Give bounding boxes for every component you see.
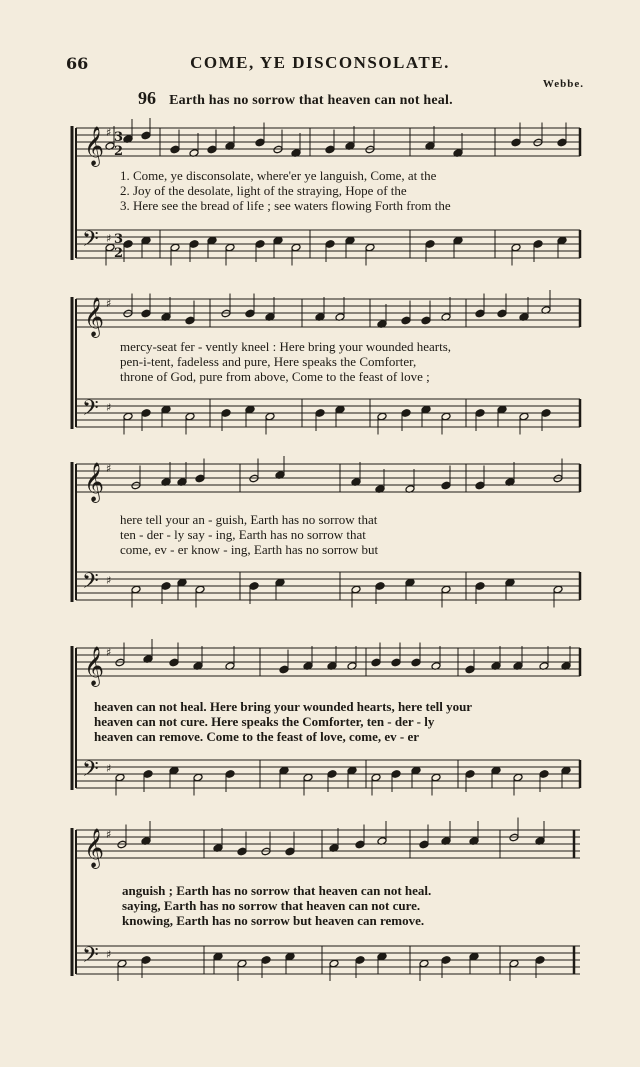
notehead bbox=[169, 766, 179, 775]
notehead bbox=[207, 236, 217, 245]
notehead bbox=[509, 959, 519, 968]
notehead bbox=[255, 138, 265, 147]
hymn-number: 96 bbox=[138, 88, 156, 108]
notehead bbox=[131, 585, 141, 594]
notehead bbox=[115, 773, 125, 782]
lyric-verse-3: heaven can remove. Come to the feast of love, come, ev - er bbox=[94, 729, 420, 744]
key-sharp-icon: ♯ bbox=[106, 646, 112, 659]
notehead bbox=[533, 240, 543, 249]
key-sharp-icon: ♯ bbox=[106, 401, 112, 414]
treble-clef-icon: 𝄞 bbox=[84, 297, 105, 337]
key-sharp-icon: ♯ bbox=[106, 126, 112, 139]
notehead bbox=[375, 582, 385, 591]
notehead bbox=[279, 766, 289, 775]
composer-name: Webbe. bbox=[542, 78, 584, 90]
lyric-verse-2: pen-i-tent, fadeless and pure, Here speaks the Comforter, bbox=[120, 354, 417, 369]
key-sharp-icon: ♯ bbox=[106, 828, 112, 841]
notehead bbox=[141, 956, 151, 965]
notehead bbox=[143, 770, 153, 779]
notehead bbox=[519, 412, 529, 421]
notehead bbox=[315, 409, 325, 418]
treble-clef-icon: 𝄞 bbox=[84, 828, 105, 868]
notehead bbox=[161, 582, 171, 591]
bass-clef-icon: 𝄢 bbox=[82, 943, 99, 973]
notehead bbox=[345, 236, 355, 245]
key-sharp-icon: ♯ bbox=[106, 574, 112, 587]
notehead bbox=[401, 409, 411, 418]
lyric-verse-1: here tell your an - guish, Earth has no sorrow that bbox=[120, 512, 378, 527]
notehead bbox=[553, 585, 563, 594]
notehead bbox=[497, 309, 507, 318]
notehead bbox=[391, 658, 401, 667]
notehead bbox=[195, 474, 205, 483]
notehead bbox=[421, 316, 431, 325]
notehead bbox=[465, 665, 475, 674]
notehead bbox=[469, 952, 479, 961]
notehead bbox=[123, 240, 133, 249]
lyric-verse-2: 2. Joy of the desolate, light of the straying, Hope of the bbox=[120, 183, 407, 198]
notehead bbox=[561, 766, 571, 775]
notehead bbox=[141, 131, 151, 140]
notehead bbox=[177, 578, 187, 587]
notehead bbox=[141, 409, 151, 418]
music-system-1 bbox=[70, 118, 584, 268]
notehead bbox=[225, 770, 235, 779]
notehead bbox=[535, 956, 545, 965]
notehead bbox=[511, 138, 521, 147]
page-header bbox=[0, 50, 640, 90]
music-system-3 bbox=[70, 456, 584, 611]
lyric-verse-2: ten - der - ly say - ing, Earth has no sorrow that bbox=[120, 527, 366, 542]
notehead bbox=[325, 240, 335, 249]
notehead bbox=[491, 766, 501, 775]
time-signature-bottom: 2 bbox=[114, 246, 124, 261]
lyric-verse-3: knowing, Earth has no sorrow but heaven can remove. bbox=[122, 913, 425, 928]
key-sharp-icon: ♯ bbox=[106, 948, 112, 961]
lyrics-block bbox=[120, 512, 580, 557]
notehead bbox=[377, 952, 387, 961]
lyrics-block bbox=[94, 699, 554, 744]
notehead bbox=[335, 405, 345, 414]
bass-clef-icon: 𝄢 bbox=[82, 569, 99, 599]
page-number: 66 bbox=[66, 54, 89, 73]
lyric-verse-1: anguish ; Earth has no sorrow that heaven can not heal. bbox=[122, 883, 432, 898]
notehead bbox=[411, 658, 421, 667]
notehead bbox=[431, 773, 441, 782]
notehead bbox=[189, 240, 199, 249]
notehead bbox=[221, 409, 231, 418]
notehead bbox=[441, 585, 451, 594]
notehead bbox=[325, 145, 335, 154]
notehead bbox=[557, 138, 567, 147]
lyrics-block bbox=[120, 168, 580, 213]
bass-clef-icon: 𝄢 bbox=[82, 227, 99, 257]
lyric-verse-1: mercy-seat fer - vently kneel : Here bring your wounded hearts, bbox=[120, 339, 452, 354]
notehead bbox=[465, 770, 475, 779]
notehead bbox=[245, 309, 255, 318]
notehead bbox=[185, 412, 195, 421]
notehead bbox=[141, 309, 151, 318]
notehead bbox=[170, 243, 180, 252]
song-title: COME, YE DISCONSOLATE. bbox=[190, 53, 450, 72]
lyric-verse-2: saying, Earth has no sorrow that heaven can not cure. bbox=[122, 898, 421, 913]
notehead bbox=[391, 770, 401, 779]
notehead bbox=[475, 582, 485, 591]
notehead bbox=[371, 658, 381, 667]
hymn-heading bbox=[138, 88, 588, 110]
notehead bbox=[405, 578, 415, 587]
notehead bbox=[411, 766, 421, 775]
notehead bbox=[117, 959, 127, 968]
notehead bbox=[475, 309, 485, 318]
notehead bbox=[195, 585, 205, 594]
hymn-first-line: Earth has no sorrow that heaven can not heal. bbox=[169, 93, 453, 108]
lyric-verse-2: heaven can not cure. Here speaks the Comforter, ten - der - ly bbox=[94, 714, 435, 729]
notehead bbox=[453, 236, 463, 245]
notehead bbox=[419, 959, 429, 968]
notehead bbox=[285, 952, 295, 961]
lyrics-block bbox=[122, 883, 582, 928]
notehead bbox=[291, 243, 301, 252]
notehead bbox=[273, 236, 283, 245]
lyric-verse-1: heaven can not heal. Here bring your wounded hearts, here tell your bbox=[94, 699, 473, 714]
notehead bbox=[441, 956, 451, 965]
lyric-verse-3: 3. Here see the bread of life ; see waters flowing Forth from the bbox=[120, 198, 451, 213]
notehead bbox=[539, 770, 549, 779]
notehead bbox=[355, 840, 365, 849]
notehead bbox=[279, 665, 289, 674]
notehead bbox=[327, 770, 337, 779]
notehead bbox=[401, 316, 411, 325]
notehead bbox=[237, 847, 247, 856]
notehead bbox=[365, 243, 375, 252]
notehead bbox=[557, 236, 567, 245]
notehead bbox=[329, 959, 339, 968]
notehead bbox=[303, 773, 313, 782]
lyrics-block bbox=[120, 339, 580, 384]
notehead bbox=[441, 481, 451, 490]
notehead bbox=[255, 240, 265, 249]
bass-clef-icon: 𝄢 bbox=[82, 396, 99, 426]
notehead bbox=[141, 236, 151, 245]
notehead bbox=[169, 658, 179, 667]
notehead bbox=[475, 409, 485, 418]
notehead bbox=[261, 956, 271, 965]
treble-clef-icon: 𝄞 bbox=[84, 126, 105, 166]
notehead bbox=[419, 840, 429, 849]
notehead bbox=[505, 578, 515, 587]
treble-clef-icon: 𝄞 bbox=[84, 646, 105, 686]
notehead bbox=[511, 243, 521, 252]
notehead bbox=[513, 773, 523, 782]
notehead bbox=[213, 952, 223, 961]
music-system-4 bbox=[70, 636, 584, 796]
lyric-verse-1: 1. Come, ye disconsolate, where'er ye languish, Come, at the bbox=[120, 168, 437, 183]
notehead bbox=[170, 145, 180, 154]
key-sharp-icon: ♯ bbox=[106, 462, 112, 475]
notehead bbox=[237, 959, 247, 968]
treble-clef-icon: 𝄞 bbox=[84, 462, 105, 502]
music-system-5 bbox=[70, 816, 584, 981]
notehead bbox=[245, 405, 255, 414]
lyric-verse-3: throne of God, pure from above, Come to the feast of love ; bbox=[120, 369, 430, 384]
notehead bbox=[371, 773, 381, 782]
notehead bbox=[377, 412, 387, 421]
lyric-verse-3: come, ev - er know - ing, Earth has no sorrow but bbox=[120, 542, 379, 557]
key-sharp-icon: ♯ bbox=[106, 297, 112, 310]
notehead bbox=[193, 773, 203, 782]
notehead bbox=[541, 409, 551, 418]
time-signature-bottom: 2 bbox=[114, 144, 124, 159]
notehead bbox=[225, 243, 235, 252]
notehead bbox=[249, 582, 259, 591]
notehead bbox=[285, 847, 295, 856]
notehead bbox=[497, 405, 507, 414]
key-sharp-icon: ♯ bbox=[106, 762, 112, 775]
notehead bbox=[351, 585, 361, 594]
notehead bbox=[123, 412, 133, 421]
key-sharp-icon: ♯ bbox=[106, 232, 112, 245]
notehead bbox=[185, 316, 195, 325]
notehead bbox=[347, 766, 357, 775]
notehead bbox=[475, 481, 485, 490]
bass-clef-icon: 𝄢 bbox=[82, 757, 99, 787]
notehead bbox=[441, 412, 451, 421]
notehead bbox=[207, 145, 217, 154]
time-signature-top: 3 bbox=[114, 130, 124, 145]
notehead bbox=[265, 412, 275, 421]
time-signature-top: 3 bbox=[114, 232, 124, 247]
notehead bbox=[161, 405, 171, 414]
notehead bbox=[425, 240, 435, 249]
notehead bbox=[421, 405, 431, 414]
notehead bbox=[275, 578, 285, 587]
notehead bbox=[355, 956, 365, 965]
music-system-2 bbox=[70, 287, 584, 437]
